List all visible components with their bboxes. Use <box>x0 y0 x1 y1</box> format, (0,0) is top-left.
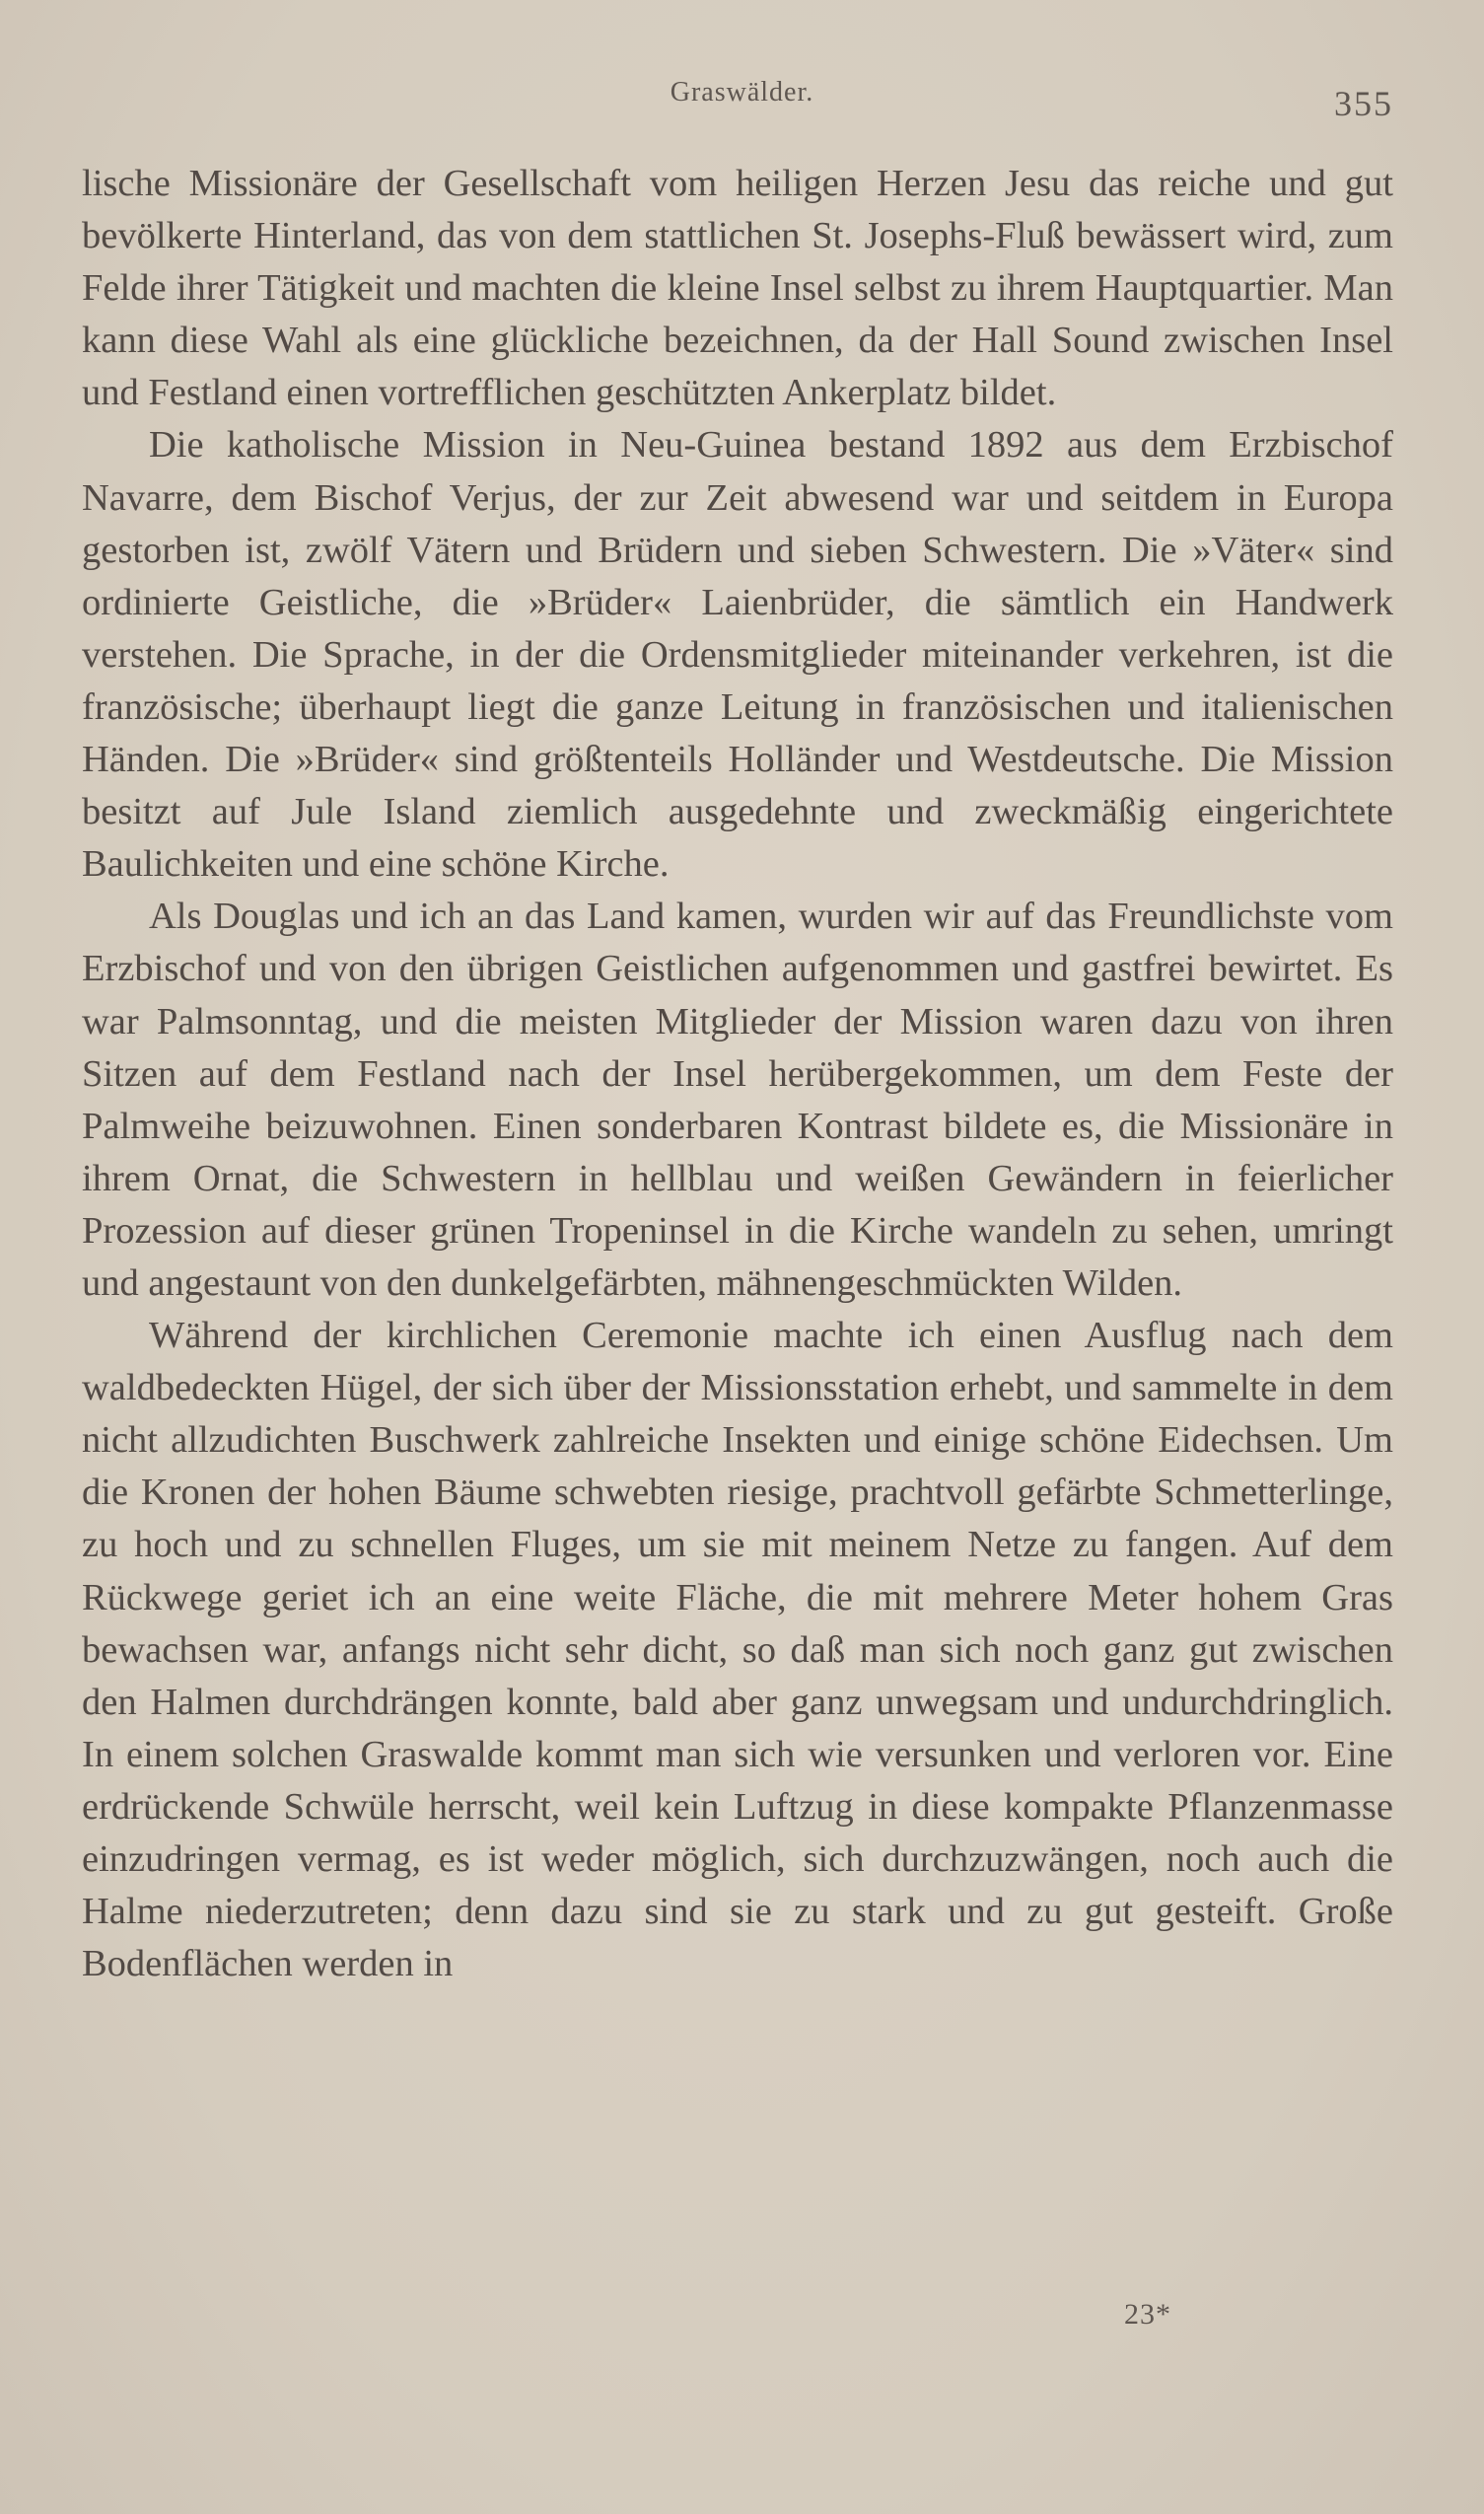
paragraph-arrival: Als Douglas und ich an das Land kamen, wurden wir auf das Freundlichste vom Erzbischof und von den übrigen Geistlichen aufgenommen und gastfrei bewirtet. Es war Palmsonntag, und die meisten Mitglieder der Mission waren dazu von ihren Sitzen auf dem Festland nach der Insel herübergekommen, um dem Feste der Palmweihe beizuwohnen. Einen sonderbaren Kontrast bildete es, die Missionäre in ihrem Ornat, die Schwestern in hellblau und weißen Gewändern in feierlicher Prozession auf dieser grünen Tropeninsel in die Kirche wandeln zu sehen, umringt und angestaunt von den dunkelgefärbten, mähnengeschmückten Wilden. <box>82 896 1393 1304</box>
body-text <box>82 158 1393 1990</box>
paragraph-catholic-mission: Die katholische Mission in Neu-Guinea bestand 1892 aus dem Erzbischof Navarre, dem Bischof Verjus, der zur Zeit abwesend war und seitdem in Europa gestorben ist, zwölf Vätern und Brüdern und sieben Schwestern. Die »Väter« sind ordinierte Geistliche, die »Brüder« Laienbrüder, die sämtlich ein Handwerk verstehen. Die Sprache, in der die Ordensmitglieder miteinander verkehren, ist die französische; überhaupt liegt die ganze Leitung in französischen und italienischen Händen. Die »Brüder« sind größtenteils Holländer und Westdeutsche. Die Mission besitzt auf Jule Island ziemlich ausgedehnte und zweckmäßig eingerichtete Baulichkeiten und eine schöne Kirche. <box>82 424 1393 886</box>
page-number: 355 <box>1334 84 1393 123</box>
paragraph-grass-forest: Während der kirchlichen Ceremonie machte ich einen Ausflug nach dem waldbedeckten Hügel, der sich über der Missionsstation erhebt, und sammelte in dem nicht allzudichten Buschwerk zahlreiche Insekten und einige schöne Eidechsen. Um die Kronen der hohen Bäume schwebten riesige, prachtvoll gefärbte Schmetterlinge, zu hoch und zu schnellen Fluges, um sie mit meinem Netze zu fangen. Auf dem Rückwege geriet ich an eine weite Fläche, die mit mehrere Meter hohem Gras bewachsen war, anfangs nicht sehr dicht, so daß man sich noch ganz gut zwischen den Halmen durchdrängen konnte, bald aber ganz unwegsam und undurchdringlich. In einem solchen Graswalde kommt man sich wie versunken und verloren vor. Eine erdrückende Schwüle herrscht, weil kein Luftzug in diese kompakte Pflanzenmasse einzudringen vermag, es ist weder möglich, sich durchzuzwängen, noch auch die Halme niederzutreten; denn dazu sind sie zu stark und zu gut gesteift. Große Bodenflächen werden in <box>82 1315 1393 1985</box>
paragraph-continuation: lische Missionäre der Gesellschaft vom heiligen Herzen Jesu das reiche und gut bevölkerte Hinterland, das von dem stattlichen St. Josephs-Fluß bewässert wird, zum Felde ihrer Tätigkeit und machten die kleine Insel selbst zu ihrem Hauptquartier. Man kann diese Wahl als eine glückliche bezeichnen, da der Hall Sound zwischen Insel und Festland einen vortrefflichen geschützten Ankerplatz bildet. <box>82 163 1393 414</box>
running-head <box>0 77 1484 123</box>
running-title: Graswälder. <box>670 77 814 108</box>
signature-mark: 23* <box>1124 2298 1171 2331</box>
